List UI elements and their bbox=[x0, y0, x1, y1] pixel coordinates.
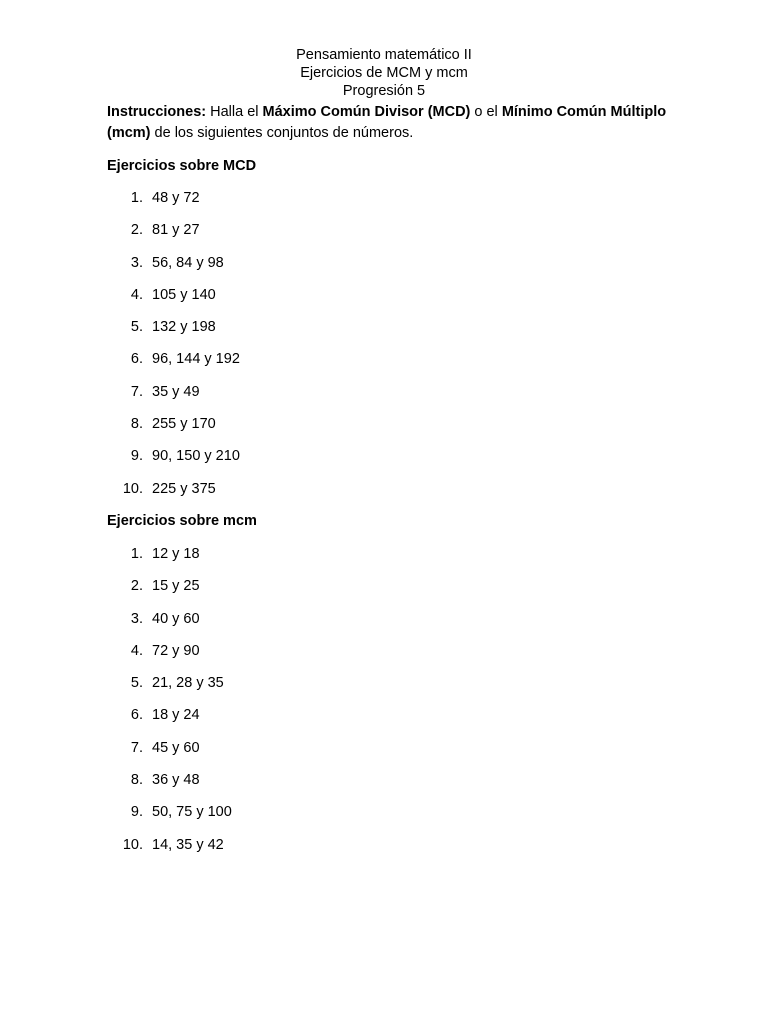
instructions-label: Instrucciones: bbox=[107, 104, 207, 120]
item-number: 10. bbox=[122, 480, 143, 497]
item-text: 12 y 18 bbox=[152, 546, 200, 562]
worksheet-title: Ejercicios de MCM y mcm bbox=[300, 65, 468, 81]
item-text: 14, 35 y 42 bbox=[152, 836, 224, 853]
item-text: 81 y 27 bbox=[152, 222, 200, 239]
item-text: 18 y 24 bbox=[152, 707, 200, 724]
document-header bbox=[0, 46, 768, 100]
item-number: 4. bbox=[130, 286, 143, 303]
item-number: 4. bbox=[130, 642, 143, 659]
item-number: 6. bbox=[130, 707, 143, 724]
item-text: 132 y 198 bbox=[152, 319, 216, 336]
mcd-section-title: Ejercicios sobre MCD bbox=[107, 158, 257, 174]
item-text: 21, 28 y 35 bbox=[152, 675, 224, 692]
progression-label: Progresión 5 bbox=[342, 83, 426, 99]
item-text: 45 y 60 bbox=[152, 739, 200, 756]
item-number: 9. bbox=[130, 804, 143, 821]
item-number: 7. bbox=[130, 383, 143, 400]
item-text: 50, 75 y 100 bbox=[152, 804, 232, 821]
item-number: 5. bbox=[130, 319, 143, 336]
instructions-paragraph bbox=[107, 102, 672, 144]
item-text: 56, 84 y 98 bbox=[152, 254, 224, 271]
item-text: 90, 150 y 210 bbox=[152, 448, 240, 465]
item-text: 48 y 72 bbox=[152, 190, 200, 206]
item-number: 6. bbox=[130, 351, 143, 368]
course-title: Pensamiento matemático II bbox=[296, 47, 472, 63]
item-number: 10. bbox=[122, 836, 143, 853]
item-text: 255 y 170 bbox=[152, 416, 216, 433]
item-number: 2. bbox=[130, 222, 143, 239]
item-number: 8. bbox=[130, 416, 143, 433]
item-text: 96, 144 y 192 bbox=[152, 351, 240, 368]
instructions-text-2: o el bbox=[470, 104, 502, 120]
instructions-bold-mcd: Máximo Común Divisor (MCD) bbox=[262, 104, 471, 120]
mcm-section-title: Ejercicios sobre mcm bbox=[107, 513, 257, 529]
item-text: 15 y 25 bbox=[152, 578, 200, 595]
item-number: 3. bbox=[130, 610, 143, 627]
item-text: 36 y 48 bbox=[152, 772, 200, 789]
item-number: 1. bbox=[130, 190, 143, 206]
instructions-bold-mcm: Mínimo Común Múltiplo (mcm) bbox=[107, 104, 667, 141]
instructions-text-3: de los siguientes conjuntos de números. bbox=[150, 125, 414, 141]
item-number: 8. bbox=[130, 772, 143, 789]
item-text: 40 y 60 bbox=[152, 610, 200, 627]
item-text: 225 y 375 bbox=[152, 480, 216, 497]
item-text: 35 y 49 bbox=[152, 383, 200, 400]
item-number: 3. bbox=[130, 254, 143, 271]
item-number: 1. bbox=[130, 546, 143, 562]
item-number: 7. bbox=[130, 739, 143, 756]
item-number: 5. bbox=[130, 675, 143, 692]
item-number: 9. bbox=[130, 448, 143, 465]
instructions-text-1: Halla el bbox=[206, 104, 263, 120]
item-text: 72 y 90 bbox=[152, 642, 200, 659]
item-text: 105 y 140 bbox=[152, 286, 216, 303]
item-number: 2. bbox=[130, 578, 143, 595]
